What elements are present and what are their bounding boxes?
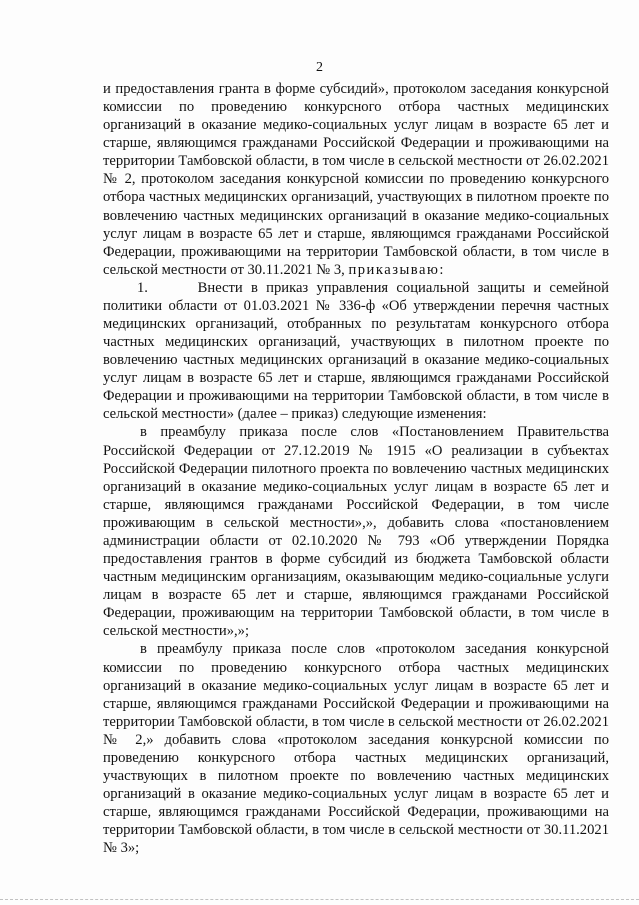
document-body <box>103 80 609 857</box>
page-number: 2 <box>316 60 323 75</box>
paragraph-change-1: в преамбулу приказа после слов «Постановлением Правительства Российской Федерации от 27.12.2019 № 1915 «О реализации в субъектах Российской Федерации пилотного проекта по вовлечению частных медицинских организаций в оказание медико-социальных услуг лицам в возрасте 65 лет и старше, являющимся гражданами Российской Федерации, в том числе проживающим в сельской местности»,», добавить слова «постановлением администрации области от 02.10.2020 № 793 «Об утверждении Порядка предоставления грантов в форме субсидий из бюджета Тамбовской области частным медицинским организациям, оказывающим медико-социальные услуги лицам в возрасте 65 лет и старше, являющимся гражданами Российской Федерации, проживающим на территории Тамбовской области, в том числе в сельской местности»,»; <box>103 424 609 640</box>
scan-bottom-edge <box>0 899 639 903</box>
intro-text: и предоставления гранта в форме субсидий», протоколом заседания конкурсной комиссии по проведению конкурсного отбора частных медицинских организаций в оказание медико-социальных услуг лицам в возрасте 65 лет и старше, являющимся гражданами Российской Федерации и проживающими на территории Тамбовской области, в том числе в сельской местности от 26.02.2021 № 2, протоколом заседания конкурсной комиссии по проведению конкурсного отбора частных медицинских организаций, участвующих в пилотном проекте по вовлечению частных медицинских организаций в оказание медико-социальных услуг лицам в возрасте 65 лет и старше, являющимся гражданами Российской Федерации, проживающими на территории Тамбовской области, в том числе в сельской местности от 30.11.2021 № 3, <box>103 81 609 278</box>
intro-colon: : <box>439 261 444 278</box>
paragraph-change-2: в преамбулу приказа после слов «протоколом заседания конкурсной комиссии по проведению конкурсного отбора частных медицинских организаций в оказание медико-социальных услуг лицам в возрасте 65 лет и старше, являющимся гражданами Российской Федерации и проживающими на территории Тамбовской области, в том числе в сельской местности от 26.02.2021 № 2,» добавить слова «протоколом заседания конкурсной комиссии по проведению конкурсного отбора частных медицинских организаций, участвующих в пилотном проекте по вовлечению частных медицинских организаций в оказание медико-социальных услуг лицам в возрасте 65 лет и старше, являющимся гражданами Российской Федерации, проживающими на территории Тамбовской области, в том числе в сельской местности от 30.11.2021 № 3»; <box>103 641 609 857</box>
order-word: приказываю <box>348 261 440 278</box>
paragraph-item-1: 1. Внести в приказ управления социальной защиты и семейной политики области от 01.03.2021 № 336-ф «Об утверждении перечня частных медицинских организаций, отобранных по результатам конкурсного отбора частных медицинских организаций, участвующих в пилотном проекте по вовлечению частных медицинских организаций в оказание медико-социальных услуг лицам в возрасте 65 лет и старше, являющимся гражданами Российской Федерации и проживающими на территории Тамбовской области, в том числе в сельской местности» (далее – приказ) следующие изменения: <box>103 279 609 423</box>
paragraph-intro <box>103 80 609 279</box>
